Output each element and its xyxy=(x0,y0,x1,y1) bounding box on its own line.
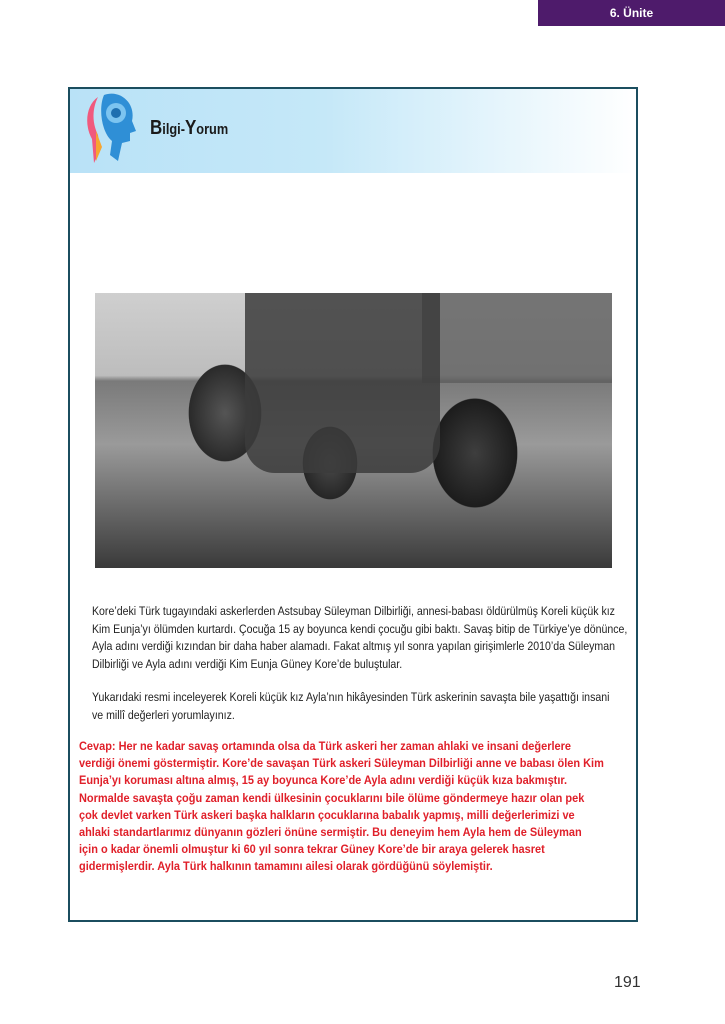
story-line: Kore’deki Türk tugayındaki askerlerden Astsubay Süleyman Dilbirliği, annesi-babası öldürülmüş Koreli küçük kız xyxy=(92,604,615,618)
answer-line: için o kadar önemli olmuştur ki 60 yıl sonra tekrar Güney Kore’de bir araya gelerek hasret xyxy=(79,842,545,857)
bilgi-yorum-box xyxy=(68,87,638,922)
answer-paragraph xyxy=(79,738,604,876)
photo-standing-soldier xyxy=(245,293,440,473)
page-number: 191 xyxy=(614,974,641,991)
box-header xyxy=(70,89,636,173)
story-line: Kim Eunja’yı ölümden kurtardı. Çocuğa 15 ay boyunca kendi çocuğu gibi baktı. Savaş bitip de Türkiye’ye dönünce, xyxy=(92,621,628,636)
answer-line: Normalde savaşta çoğu zaman kendi ülkesinin çocuklarını bile ölüme göndermeye hazır olan pek xyxy=(79,790,585,805)
answer-line: çok devlet varken Türk askeri başka halkların çocuklarına babalık yapmış, milli değerlerimizi ve xyxy=(79,807,575,822)
answer-line: gidermişlerdir. Ayla Türk halkının tamamını ailesi olarak gördüğünü söylemiştir. xyxy=(79,859,493,874)
answer-line: ahlaki standartlarımız dünyanın gözleri önüne sermiştir. Bu deneyim hem Ayla hem de Süleyman xyxy=(79,825,582,840)
title-initial: Y xyxy=(184,117,197,139)
title-initial: B xyxy=(150,117,163,139)
story-line: Dilbirliği ve Ayla adını verdiği Kim Eunja Güney Kore’de buluştular. xyxy=(92,656,403,671)
answer-line: Cevap: Her ne kadar savaş ortamında olsa da Türk askeri her zaman ahlaki ve insani değerlere xyxy=(79,739,572,753)
title-part: orum xyxy=(196,121,229,138)
story-paragraph xyxy=(92,603,627,673)
answer-line: verdiği önemi göstermiştir. Kore’de savaşan Türk askeri Süleyman Dilbirliği anne ve babası ölen Kim xyxy=(79,756,604,771)
question-paragraph xyxy=(92,689,609,724)
answer-line: Eunja’yı koruması altına almış, 15 ay boyunca Kore’de Ayla adını verdiği küçük kıza bakmıştır. xyxy=(79,773,568,788)
unit-tab xyxy=(538,0,725,26)
box-title xyxy=(150,117,228,140)
photo-truck xyxy=(422,293,612,383)
historical-photo xyxy=(95,293,612,568)
question-line: Yukarıdaki resmi inceleyerek Koreli küçük kız Ayla’nın hikâyesinden Türk askerinin savaşta bile yaşattığı insani xyxy=(92,690,610,704)
title-part: ilgi- xyxy=(162,121,185,138)
question-line: ve millî değerleri yorumlayınız. xyxy=(92,707,235,722)
story-line: Ayla adını verdiği kızından bir daha haber alamadı. Fakat altmış yıl sonra yapılan girişimlerle 2010’da Süleyman xyxy=(92,639,615,654)
unit-label: 6. Ünite xyxy=(609,6,654,20)
head-profile-logo-icon xyxy=(84,91,138,165)
